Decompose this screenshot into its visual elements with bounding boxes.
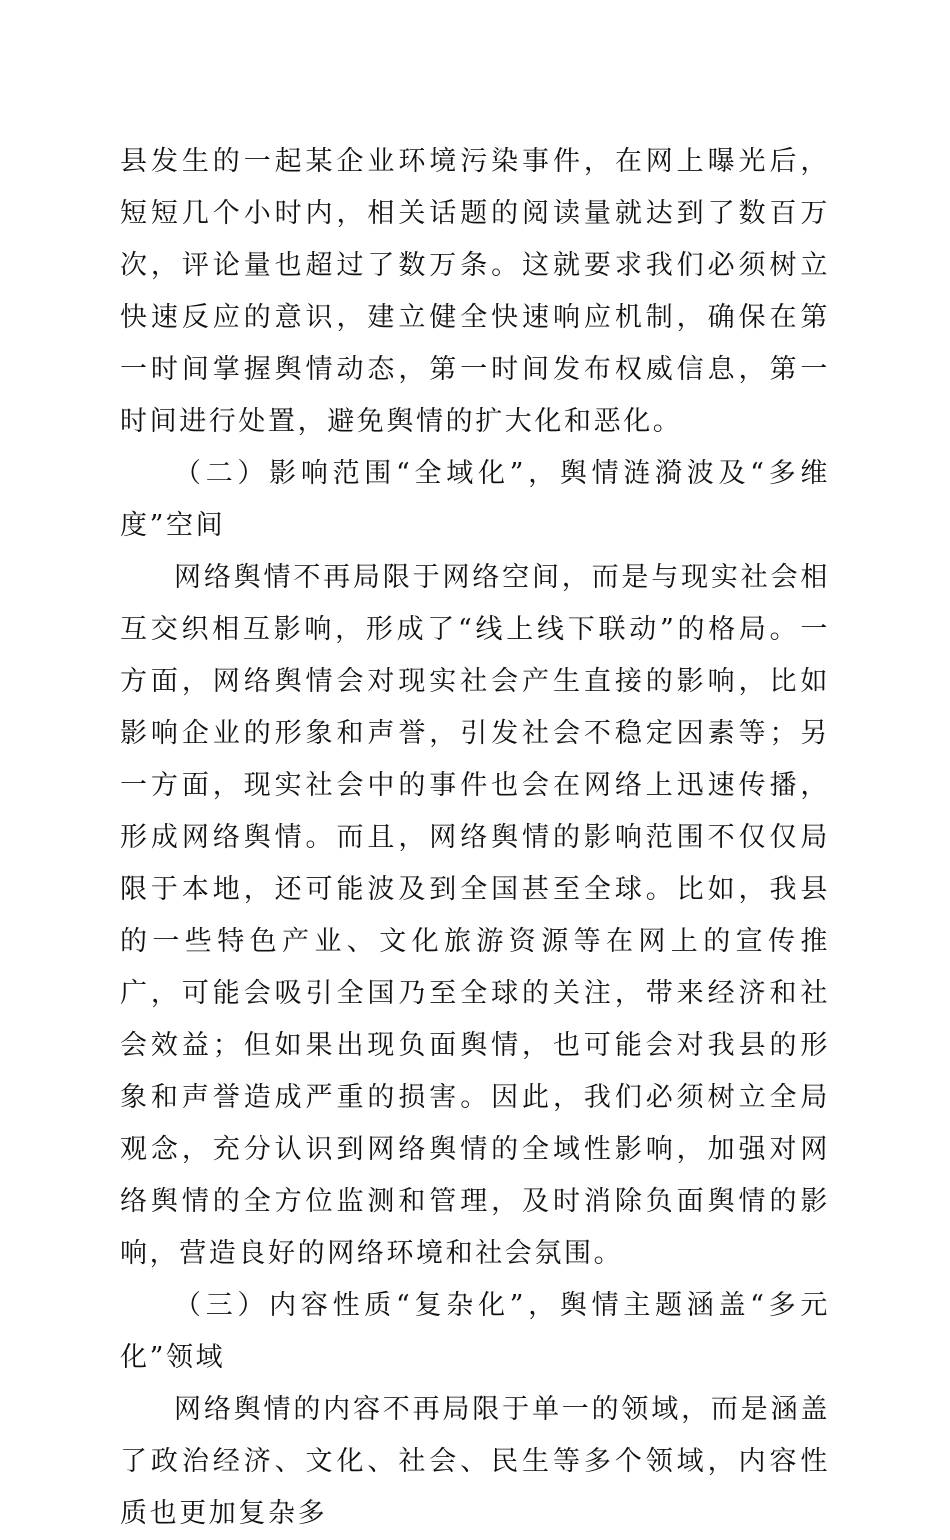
section-heading-2: （二）影响范围“全域化”，舆情涟漪波及“多维度”空间 xyxy=(120,458,830,541)
document-body xyxy=(120,136,830,1540)
paragraph-continuation: 县发生的一起某企业环境污染事件，在网上曝光后，短短几个小时内，相关话题的阅读量就达到了数百万次，评论量也超过了数万条。这就要求我们必须树立快速反应的意识，建立健全快速响应机制，确保在第一时间掌握舆情动态，第一时间发布权威信息，第一时间进行处置，避免舆情的扩大化和恶化。 xyxy=(120,146,830,437)
section-heading-3: （三）内容性质“复杂化”，舆情主题涵盖“多元化”领域 xyxy=(120,1290,830,1373)
paragraph-section-2: 网络舆情不再局限于网络空间，而是与现实社会相互交织相互影响，形成了“线上线下联动”的格局。一方面，网络舆情会对现实社会产生直接的影响，比如影响企业的形象和声誉，引发社会不稳定因素等；另一方面，现实社会中的事件也会在网络上迅速传播，形成网络舆情。而且，网络舆情的影响范围不仅仅局限于本地，还可能波及到全国甚至全球。比如，我县的一些特色产业、文化旅游资源等在网上的宣传推广，可能会吸引全国乃至全球的关注，带来经济和社会效益；但如果出现负面舆情，也可能会对我县的形象和声誉造成严重的损害。因此，我们必须树立全局观念，充分认识到网络舆情的全域性影响，加强对网络舆情的全方位监测和管理，及时消除负面舆情的影响，营造良好的网络环境和社会氛围。 xyxy=(120,562,830,1269)
paragraph-section-3: 网络舆情的内容不再局限于单一的领域，而是涵盖了政治经济、文化、社会、民生等多个领域，内容性质也更加复杂多 xyxy=(120,1394,830,1529)
